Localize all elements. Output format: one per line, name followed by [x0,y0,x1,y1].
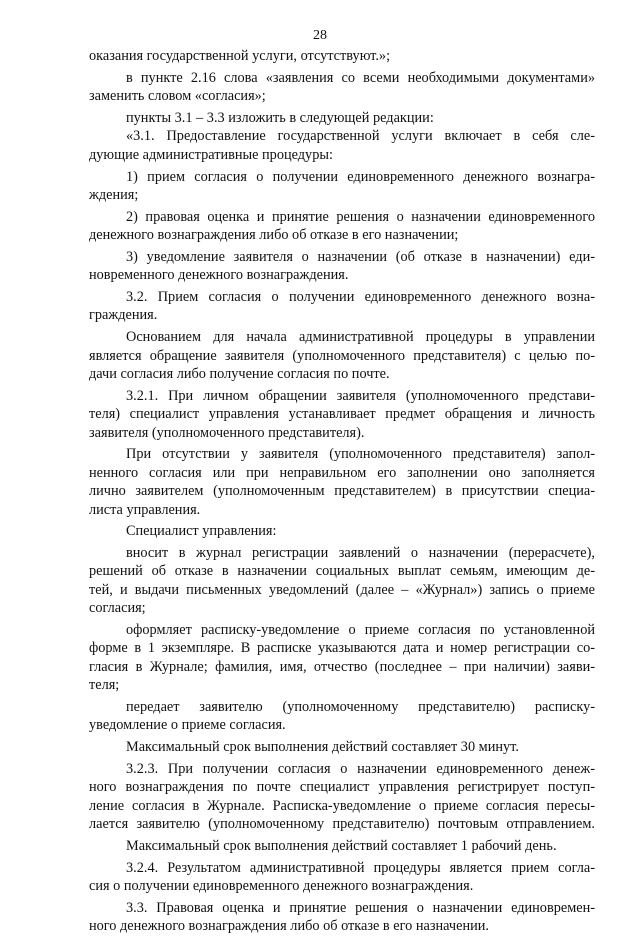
text-line: «3.1. Предоставление государственной услуги включает в себя сле- [126,128,595,145]
text-line: передает заявителю (уполномоченному представителю) расписку- [126,698,595,715]
text-line: является обращение заявителя (уполномоченного представителя) с целью по- [89,347,595,364]
text-line: оформляет расписку-уведомление о приеме согласия по установленной [126,622,595,639]
text-line: Основанием для начала административной процедуры в управлении [126,329,595,346]
text-line: ление согласия в Журнале. Расписка-уведомление о приеме согласия пересы- [89,797,595,814]
text-line: ненного согласия или при неправильном его заполнении оно заполняется [89,464,595,481]
text-line: тей, и выдачи письменных уведомлений (далее – «Журнал») запись о приеме [89,581,595,598]
page-number: 28 [313,28,327,43]
text-line: 1) прием согласия о получении единовременного денежного вознагра- [126,168,595,185]
text-line: Максимальный срок выполнения действий составляет 30 минут. [126,739,519,756]
text-line: теля) специалист управления устанавливает предмет обращения и личность [89,406,595,423]
text-line: 3) уведомление заявителя о назначении (об отказе в назначении) еди- [126,248,595,265]
text-line: решений об отказе в назначении социальных выплат семьям, имеющим де- [89,563,595,580]
text-line: граждения. [89,307,158,324]
document-body [89,47,595,936]
text-line: лается заявителю (уполномоченному представителю) почтовым отправлением. [89,816,595,833]
text-line: заявителя (уполномоченного представителя). [89,424,365,441]
text-line: 3.2. Прием согласия о получении единовременного денежного возна- [126,289,595,306]
text-line: сия о получении единовременного денежного вознаграждения. [89,878,474,895]
text-line: новременного денежного вознаграждения. [89,267,349,284]
text-line: оказания государственной услуги, отсутствуют.»; [89,48,391,64]
text-line: заменить словом «согласия»; [89,88,266,105]
text-line: теля; [89,677,120,694]
text-line: вносит в журнал регистрации заявлений о назначении (перерасчете), [126,545,595,562]
text-line: 3.2.3. При получении согласия о назначении единовременного денеж- [126,760,595,777]
text-line: денежного вознаграждения либо об отказе в его назначении; [89,227,459,244]
text-line: 3.2.4. Результатом административной процедуры является прием согла- [126,859,595,876]
text-line: ного денежного вознаграждения либо об отказе в его назначении. [89,918,489,935]
text-line: 2) правовая оценка и принятие решения о назначении единовременного [126,208,595,225]
text-line: ного вознаграждения по почте специалист управления регистрирует поступ- [89,779,595,796]
text-line: Специалист управления: [126,523,277,540]
text-line: 3.3. Правовая оценка и принятие решения о назначении единовремен- [126,899,595,916]
text-line: уведомление о приеме согласия. [89,717,286,734]
text-line: листа управления. [89,501,201,518]
text-line: в пункте 2.16 слова «заявления со всеми необходимыми документами» [126,69,595,86]
text-line: пункты 3.1 – 3.3 изложить в следующей редакции: [126,109,434,126]
text-line: При отсутствии у заявителя (уполномоченного представителя) запол- [126,446,595,463]
text-line: форме в 1 экземпляре. В расписке указываются дата и номер регистрации со- [89,640,595,657]
text-line: дачи согласия либо получение согласия по почте. [89,365,390,382]
text-line: Максимальный срок выполнения действий составляет 1 рабочий день. [126,837,557,854]
text-line: гласия в Журнале; фамилия, имя, отчество (последнее – при наличии) заяви- [89,658,595,675]
text-line: 3.2.1. При личном обращении заявителя (уполномоченного представи- [126,387,595,404]
text-line: дующие административные процедуры: [89,146,333,163]
text-line: ждения; [89,186,139,203]
text-line: лично заявителем (уполномоченным представителем) в присутствии специа- [89,483,595,500]
text-line: согласия; [89,600,146,617]
